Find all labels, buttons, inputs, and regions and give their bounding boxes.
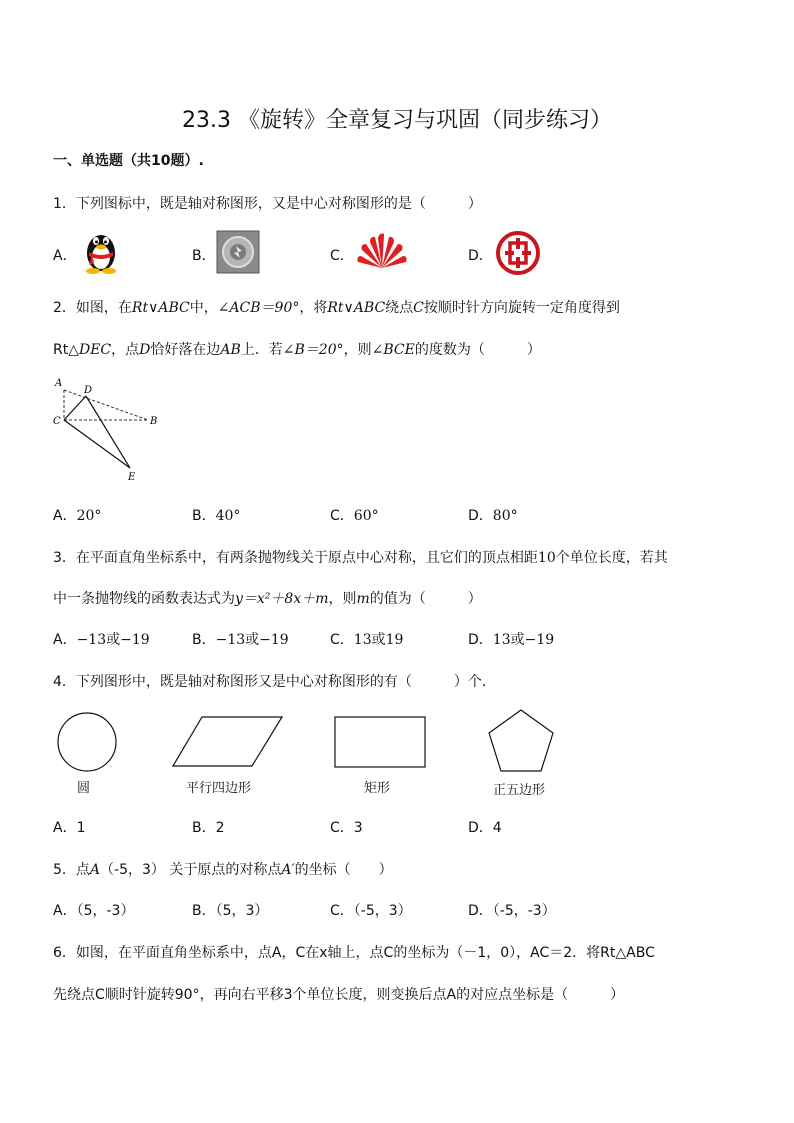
- q1-option-d-label: D．: [468, 248, 493, 264]
- q5-option-a: A．（5，-3）: [53, 903, 135, 919]
- q2-option-c: C．60°: [330, 508, 379, 524]
- circle-label: 圆: [77, 781, 91, 796]
- q4-option-c: C．3: [330, 820, 363, 836]
- q2-option-b: B．40°: [192, 508, 241, 524]
- disc-app-icon: [216, 230, 260, 274]
- fig-label-c: C: [53, 416, 61, 427]
- q4-option-d: D．4: [468, 820, 502, 836]
- q3-option-c: C．13或19: [330, 632, 404, 648]
- parallelogram-label: 平行四边形: [186, 781, 252, 796]
- q4-option-b: B．2: [192, 820, 225, 836]
- page-title: 23.3 《旋转》全章复习与巩固（同步练习）: [182, 108, 612, 133]
- fig-label-e: E: [128, 472, 136, 483]
- q1-option-c-label: C．: [330, 248, 354, 264]
- q3-option-a: A．−13或−19: [53, 632, 150, 648]
- qq-penguin-icon: [80, 225, 122, 275]
- pentagon-label: 正五边形: [493, 783, 546, 798]
- rectangle-label: 矩形: [364, 781, 391, 796]
- fig-label-b: B: [150, 416, 158, 427]
- q1-option-a-label: A．: [53, 248, 77, 264]
- pentagon-shape: [486, 708, 556, 774]
- question-6-line-1: 6．如图，在平面直角坐标系中，点A，C在x轴上，点C的坐标为（－1，0），AC＝2．将Rt△ABC: [53, 945, 655, 961]
- question-1-text: 1．下列图标中，既是轴对称图形，又是中心对称图形的是（ ）: [53, 196, 482, 212]
- q2-option-a: A．20°: [53, 508, 102, 524]
- q3-option-d: D．13或−19: [468, 632, 555, 648]
- question-3-line-1: 3．在平面直角坐标系中，有两条抛物线关于原点中心对称，且它们的顶点相距10个单位长度，若其: [53, 550, 668, 566]
- fig-label-d: D: [84, 385, 93, 396]
- question-5-text: 5．点A（-5，3） 关于原点的对称点A′的坐标（ ）: [53, 862, 393, 878]
- question-2-line-2: Rt△DEC，点D恰好落在边AB上．若∠B＝20°，则∠BCE的度数为（ ）: [53, 342, 541, 358]
- huawei-logo-icon: [356, 228, 408, 272]
- q1-option-b-label: B．: [192, 248, 216, 264]
- q4-option-a: A．1: [53, 820, 86, 836]
- question-4-text: 4．下列图形中，既是轴对称图形又是中心对称图形的有（ ）个．: [53, 674, 496, 690]
- fig-label-a: A: [55, 378, 63, 389]
- circle-shape: [55, 712, 121, 774]
- q3-option-b: B．−13或−19: [192, 632, 289, 648]
- q5-option-c: C．（-5，3）: [330, 903, 412, 919]
- parallelogram-shape: [172, 716, 284, 768]
- icbc-logo-icon: [495, 230, 541, 276]
- q2-option-d: D．80°: [468, 508, 518, 524]
- question-2-line-1: 2．如图，在Rt∨ABC中，∠ACB＝90°，将Rt∨ABC绕点C按顺时针方向旋转一定角度得到: [53, 300, 620, 316]
- question-3-line-2: 中一条抛物线的函数表达式为y＝x²＋8x＋m，则m的值为（ ）: [53, 591, 482, 607]
- rectangle-shape: [334, 716, 428, 770]
- section-heading: 一、单选题（共10题）.: [53, 153, 204, 169]
- question-6-line-2: 先绕点C顺时针旋转90°，再向右平移3个单位长度，则变换后点A的对应点坐标是（ ）: [53, 987, 625, 1003]
- q5-option-d: D．（-5，-3）: [468, 903, 556, 919]
- q5-option-b: B．（5，3）: [192, 903, 269, 919]
- q2-rotation-figure: [50, 372, 170, 484]
